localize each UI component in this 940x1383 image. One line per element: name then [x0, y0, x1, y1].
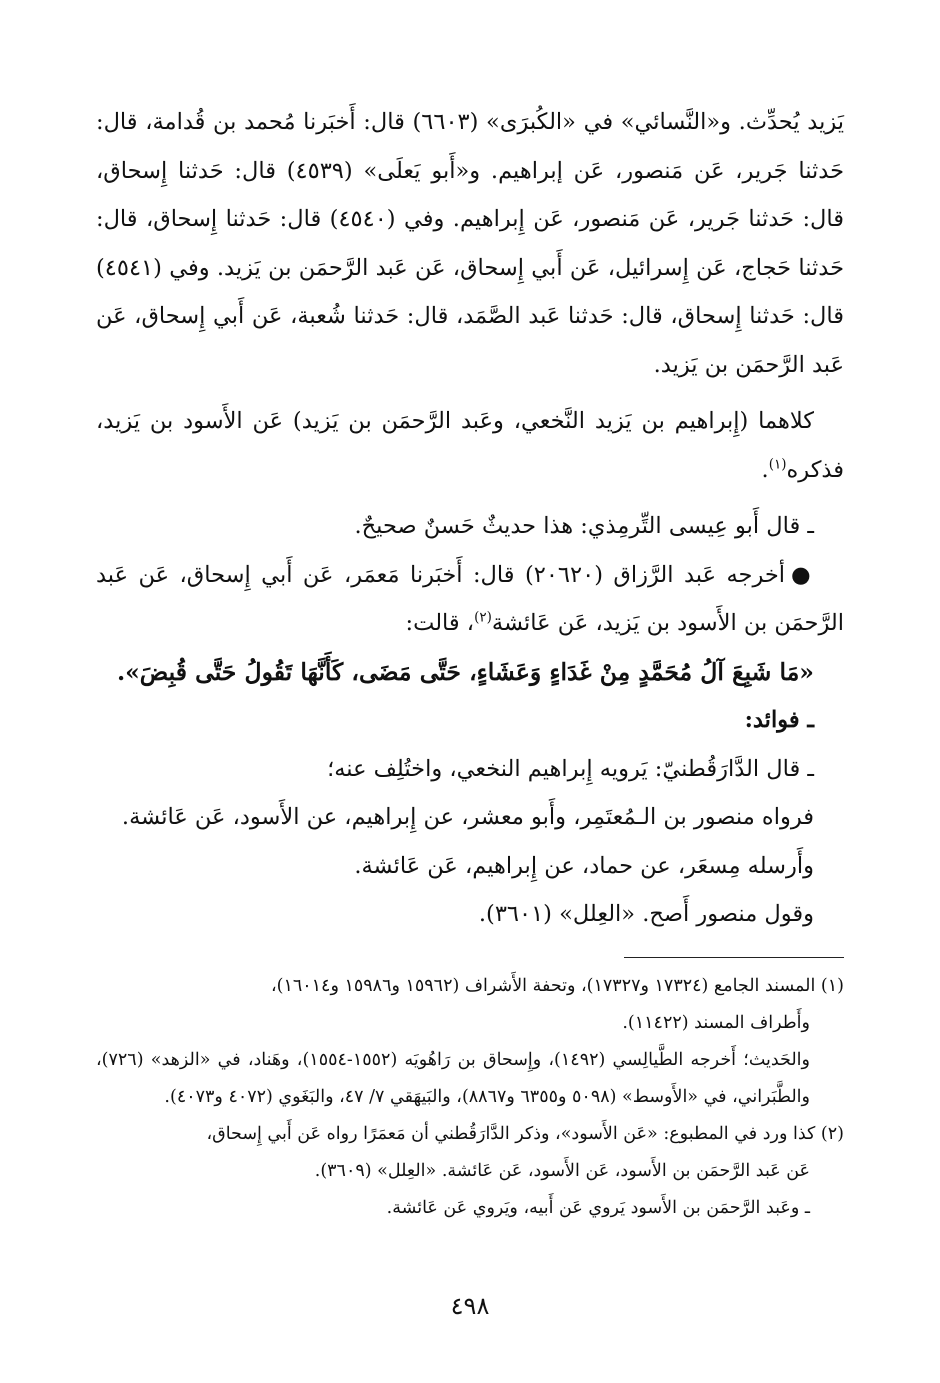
paragraph-abdurrazzaq-end: ، قالت: [405, 610, 475, 636]
paragraph-kilahuma [96, 397, 844, 494]
conclusion-line: وقول منصور أَصح. «العِلل» (٣٦٠١). [478, 901, 814, 927]
paragraph-kilahuma-text: كلاهما (إِبراهيم بن يَزيد النَّخعي، وعَبد الرَّحمَن بن يَزيد) عَن الأَسود بن يَزيد، فذكره [96, 408, 844, 483]
daraqutni-statement: ـ قال الدَّارَقُطنيّ: يَرويه إِبراهيم النخعي، واختُلِف عنه؛ [327, 755, 814, 782]
mansur-narration: فرواه منصور بن الـمُعتَمِر، وأَبو معشر، عن إِبراهيم، عن الأَسود، عَن عَائشة. [121, 804, 814, 830]
footnote-1-line2: وأَطراف المسند (١١٤٢٢). [622, 1013, 810, 1033]
footnote-divider [624, 957, 844, 958]
footnote-2-line2: عَن عَبد الرَّحمَن بن الأَسود، عَن الأَسود، عَن عَائشة. «العِلل» (٣٦٠٩). [314, 1161, 810, 1181]
footnote-1-line1: (١) المسند الجامع (١٧٣٢٤ و١٧٣٢٧)، وتحفة الأَشراف (١٥٩٦٢ و١٥٩٨٦ و١٦٠١٤)، [270, 976, 844, 996]
paragraph-kilahuma-end: . [761, 456, 769, 483]
page-number: ٤٩٨ [450, 1292, 490, 1320]
footnote-2-line3: ـ وعَبد الرَّحمَن بن الأَسود يَروي عَن أَبيه، ويَروي عَن عَائشة. [386, 1198, 810, 1218]
tirmidhi-ruling: ـ قال أَبو عِيسى التِّرمِذي: هذا حديثٌ حَسنٌ صحيحٌ. [354, 513, 814, 539]
footnote-ref-1: (١) [768, 456, 787, 472]
benefits-heading: ـ فوائد: [744, 707, 814, 733]
paragraph-isnad: يَزيد يُحدِّث. و«النَّسائي» في «الكُبرَى» (٦٦٠٣) قال: أَخبَرنا مُحمد بن قُدامة، قال: حَدثنا جَرير، عَن مَنصور، عَن إبراهيم. و«أَبو يَعلَى» (٤٥٣٩) قال: حَدثنا إِسحاق، قال: حَدثنا جَرير، عَن مَنصور، عَن إِبراهيم. وفي (٤٥٤٠) قال: حَدثنا إِسحاق، قال: حَدثنا حَجاج، عَن إِسرائيل، عَن أَبي إِسحاق، عَن عَبد الرَّحمَن بن يَزيد. وفي (٤٥٤١) قال: حَدثنا إِسحاق، قال: حَدثنا عَبد الصَّمَد، قال: حَدثنا شُعبة، عَن أَبي إِسحاق، عَن عَبد الرَّحمَن بن يَزيد. [96, 109, 845, 378]
hadith-text: «مَا شَبِعَ آلُ مُحَمَّدٍ مِنْ غَدَاءٍ وَعَشَاءٍ، حَتَّى مَضَى، كَأَنَّهَا تَقُولُ حَتَّى قُبِضَ». [116, 657, 814, 686]
misar-narration: وأَرسله مِسعَر، عن حماد، عن إِبراهيم، عَن عَائشة. [354, 852, 814, 879]
footnote-2-line1: (٢) كذا ورد في المطبوع: «عَن الأَسود»، وذكر الدَّارَقُطني أن مَعمَرًا رواه عَن أَبي إِسحاق، [206, 1124, 844, 1144]
footnote-ref-2: (٢) [474, 609, 492, 626]
footnote-1-takhrij: والحَديث؛ أَخرجه الطَّيالِسي (١٤٩٢)، وإِسحاق بن رَاهُويَه (١٥٥٢-١٥٥٤)، وهَناد، في «الزهد» (٧٢٦)، والطَّبَراني، في «الأَوسط» (٥٠٩٨ و٦٣٥٥ و٨٨٦٧)، والبَيهَقي ٧/ ٤٧، والبَغَوي (٤٠٧٢ و٤٠٧٣). [96, 1050, 810, 1107]
paragraph-abdurrazzaq [96, 551, 844, 648]
bullet-icon: ● [791, 561, 814, 588]
main-text [96, 98, 844, 939]
paragraph-abdurrazzaq-text: أخرجه عَبد الرَّزاق (٢٠٦٢٠) قال: أَخبَرنا مَعمَر، عَن أَبي إِسحاق، عَن عَبد الرَّحمَن بن الأَسود بن يَزيد، عَن عَائشة [96, 561, 844, 636]
footnotes [96, 968, 844, 1227]
